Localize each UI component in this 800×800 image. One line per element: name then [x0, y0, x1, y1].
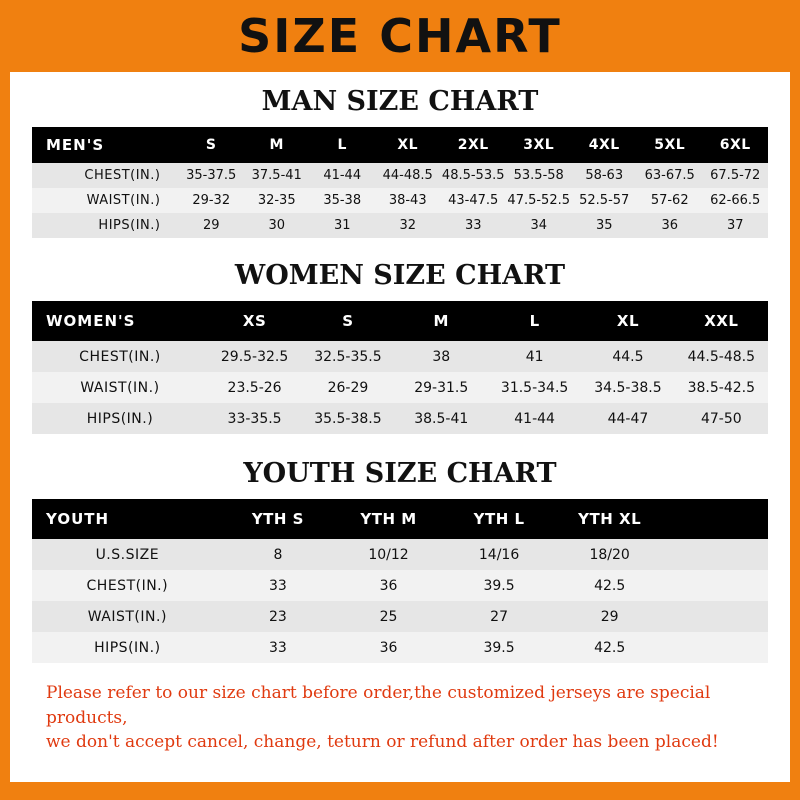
table-youth-body [32, 539, 768, 663]
cell: 25 [333, 601, 444, 632]
cell: 29 [178, 213, 244, 238]
cell: 29.5-32.5 [208, 341, 301, 372]
cell: 23 [223, 601, 334, 632]
table-women [32, 301, 768, 434]
page-title: SIZE CHART [238, 9, 562, 63]
cell: 31 [309, 213, 375, 238]
table-man-col-0: S [178, 127, 244, 163]
table-man-col-3: XL [375, 127, 441, 163]
section-title-youth: YOUTH SIZE CHART [243, 458, 557, 489]
table-row [32, 539, 768, 570]
table-header-row [32, 499, 768, 539]
table-man [32, 127, 768, 238]
cell: 42.5 [554, 570, 665, 601]
cell: 41-44 [309, 163, 375, 188]
table-youth-col-3: YTH XL [554, 499, 665, 539]
cell: 57-62 [637, 188, 703, 213]
footer-note-line-2: we don't accept cancel, change, teturn or refund after order has been placed! [46, 732, 719, 753]
cell: 33 [223, 570, 334, 601]
cell: 29 [554, 601, 665, 632]
table-youth [32, 499, 768, 663]
table-header-row [32, 127, 768, 163]
table-women-row-label-0: CHEST(IN.) [32, 341, 208, 372]
table-women-col-0: XS [208, 301, 301, 341]
cell: 39.5 [444, 632, 555, 663]
cell: 32-35 [244, 188, 310, 213]
cell: 36 [333, 632, 444, 663]
cell: 29-31.5 [395, 372, 488, 403]
section-title-women: WOMEN SIZE CHART [234, 260, 566, 291]
table-header-row [32, 301, 768, 341]
table-women-col-5: XXL [675, 301, 768, 341]
content [10, 86, 790, 755]
cell: 26-29 [301, 372, 394, 403]
table-women-corner-header: WOMEN'S [32, 301, 208, 341]
cell: 58-63 [571, 163, 637, 188]
table-row [32, 188, 768, 213]
cell: 8 [223, 539, 334, 570]
footer-note [46, 681, 754, 755]
cell: 36 [637, 213, 703, 238]
table-women-col-2: M [395, 301, 488, 341]
cell: 35-37.5 [178, 163, 244, 188]
table-man-body [32, 163, 768, 238]
banner [10, 0, 790, 72]
cell: 47-50 [675, 403, 768, 434]
cell-spacer [665, 570, 768, 601]
table-man-col-4: 2XL [440, 127, 506, 163]
cell: 63-67.5 [637, 163, 703, 188]
cell-spacer [665, 632, 768, 663]
cell: 35-38 [309, 188, 375, 213]
table-man-row-label-0: CHEST(IN.) [32, 163, 178, 188]
table-youth-row-label-0: U.S.SIZE [32, 539, 223, 570]
cell: 32.5-35.5 [301, 341, 394, 372]
table-youth-row-label-1: CHEST(IN.) [32, 570, 223, 601]
cell: 38.5-41 [395, 403, 488, 434]
cell: 33-35.5 [208, 403, 301, 434]
table-man-col-2: L [309, 127, 375, 163]
cell: 37.5-41 [244, 163, 310, 188]
table-row [32, 601, 768, 632]
cell: 29-32 [178, 188, 244, 213]
cell: 41 [488, 341, 581, 372]
cell: 10/12 [333, 539, 444, 570]
table-women-col-4: XL [581, 301, 674, 341]
table-man-col-1: M [244, 127, 310, 163]
section-man [32, 86, 768, 238]
cell: 44.5-48.5 [675, 341, 768, 372]
table-man-col-5: 3XL [506, 127, 572, 163]
cell: 35 [571, 213, 637, 238]
cell: 34.5-38.5 [581, 372, 674, 403]
table-youth-row-label-3: HIPS(IN.) [32, 632, 223, 663]
table-row [32, 213, 768, 238]
cell: 52.5-57 [571, 188, 637, 213]
cell: 31.5-34.5 [488, 372, 581, 403]
cell: 38.5-42.5 [675, 372, 768, 403]
cell: 39.5 [444, 570, 555, 601]
table-women-row-label-1: WAIST(IN.) [32, 372, 208, 403]
section-title-man: MAN SIZE CHART [261, 86, 539, 117]
table-women-head [32, 301, 768, 341]
cell: 43-47.5 [440, 188, 506, 213]
table-women-body [32, 341, 768, 434]
cell: 44-47 [581, 403, 674, 434]
table-youth-col-0: YTH S [223, 499, 334, 539]
cell: 44-48.5 [375, 163, 441, 188]
cell: 42.5 [554, 632, 665, 663]
table-man-col-8: 6XL [702, 127, 768, 163]
cell: 18/20 [554, 539, 665, 570]
table-youth-col-2: YTH L [444, 499, 555, 539]
table-man-col-6: 4XL [571, 127, 637, 163]
cell: 48.5-53.5 [440, 163, 506, 188]
table-women-col-1: S [301, 301, 394, 341]
footer-note-line-1: Please refer to our size chart before order,the customized jerseys are special products, [46, 683, 711, 728]
table-man-head [32, 127, 768, 163]
cell: 27 [444, 601, 555, 632]
table-man-row-label-2: HIPS(IN.) [32, 213, 178, 238]
table-youth-corner-header: YOUTH [32, 499, 223, 539]
table-youth-row-label-2: WAIST(IN.) [32, 601, 223, 632]
table-youth-col-spacer [665, 499, 768, 539]
table-row [32, 632, 768, 663]
cell: 47.5-52.5 [506, 188, 572, 213]
cell: 41-44 [488, 403, 581, 434]
cell: 32 [375, 213, 441, 238]
cell-spacer [665, 539, 768, 570]
cell: 67.5-72 [702, 163, 768, 188]
table-row [32, 570, 768, 601]
table-man-row-label-1: WAIST(IN.) [32, 188, 178, 213]
table-youth-col-1: YTH M [333, 499, 444, 539]
cell: 35.5-38.5 [301, 403, 394, 434]
cell: 34 [506, 213, 572, 238]
cell: 44.5 [581, 341, 674, 372]
cell: 37 [702, 213, 768, 238]
cell: 36 [333, 570, 444, 601]
cell: 30 [244, 213, 310, 238]
cell: 33 [223, 632, 334, 663]
cell: 23.5-26 [208, 372, 301, 403]
table-youth-head [32, 499, 768, 539]
section-women [32, 260, 768, 434]
table-man-col-7: 5XL [637, 127, 703, 163]
cell: 53.5-58 [506, 163, 572, 188]
table-man-corner-header: MEN'S [32, 127, 178, 163]
cell: 38-43 [375, 188, 441, 213]
table-women-col-3: L [488, 301, 581, 341]
cell: 14/16 [444, 539, 555, 570]
table-row [32, 372, 768, 403]
table-row [32, 403, 768, 434]
footer-bar [0, 782, 800, 800]
section-youth [32, 458, 768, 663]
table-row [32, 163, 768, 188]
cell: 33 [440, 213, 506, 238]
table-women-row-label-2: HIPS(IN.) [32, 403, 208, 434]
cell: 38 [395, 341, 488, 372]
table-row [32, 341, 768, 372]
cell: 62-66.5 [702, 188, 768, 213]
cell-spacer [665, 601, 768, 632]
